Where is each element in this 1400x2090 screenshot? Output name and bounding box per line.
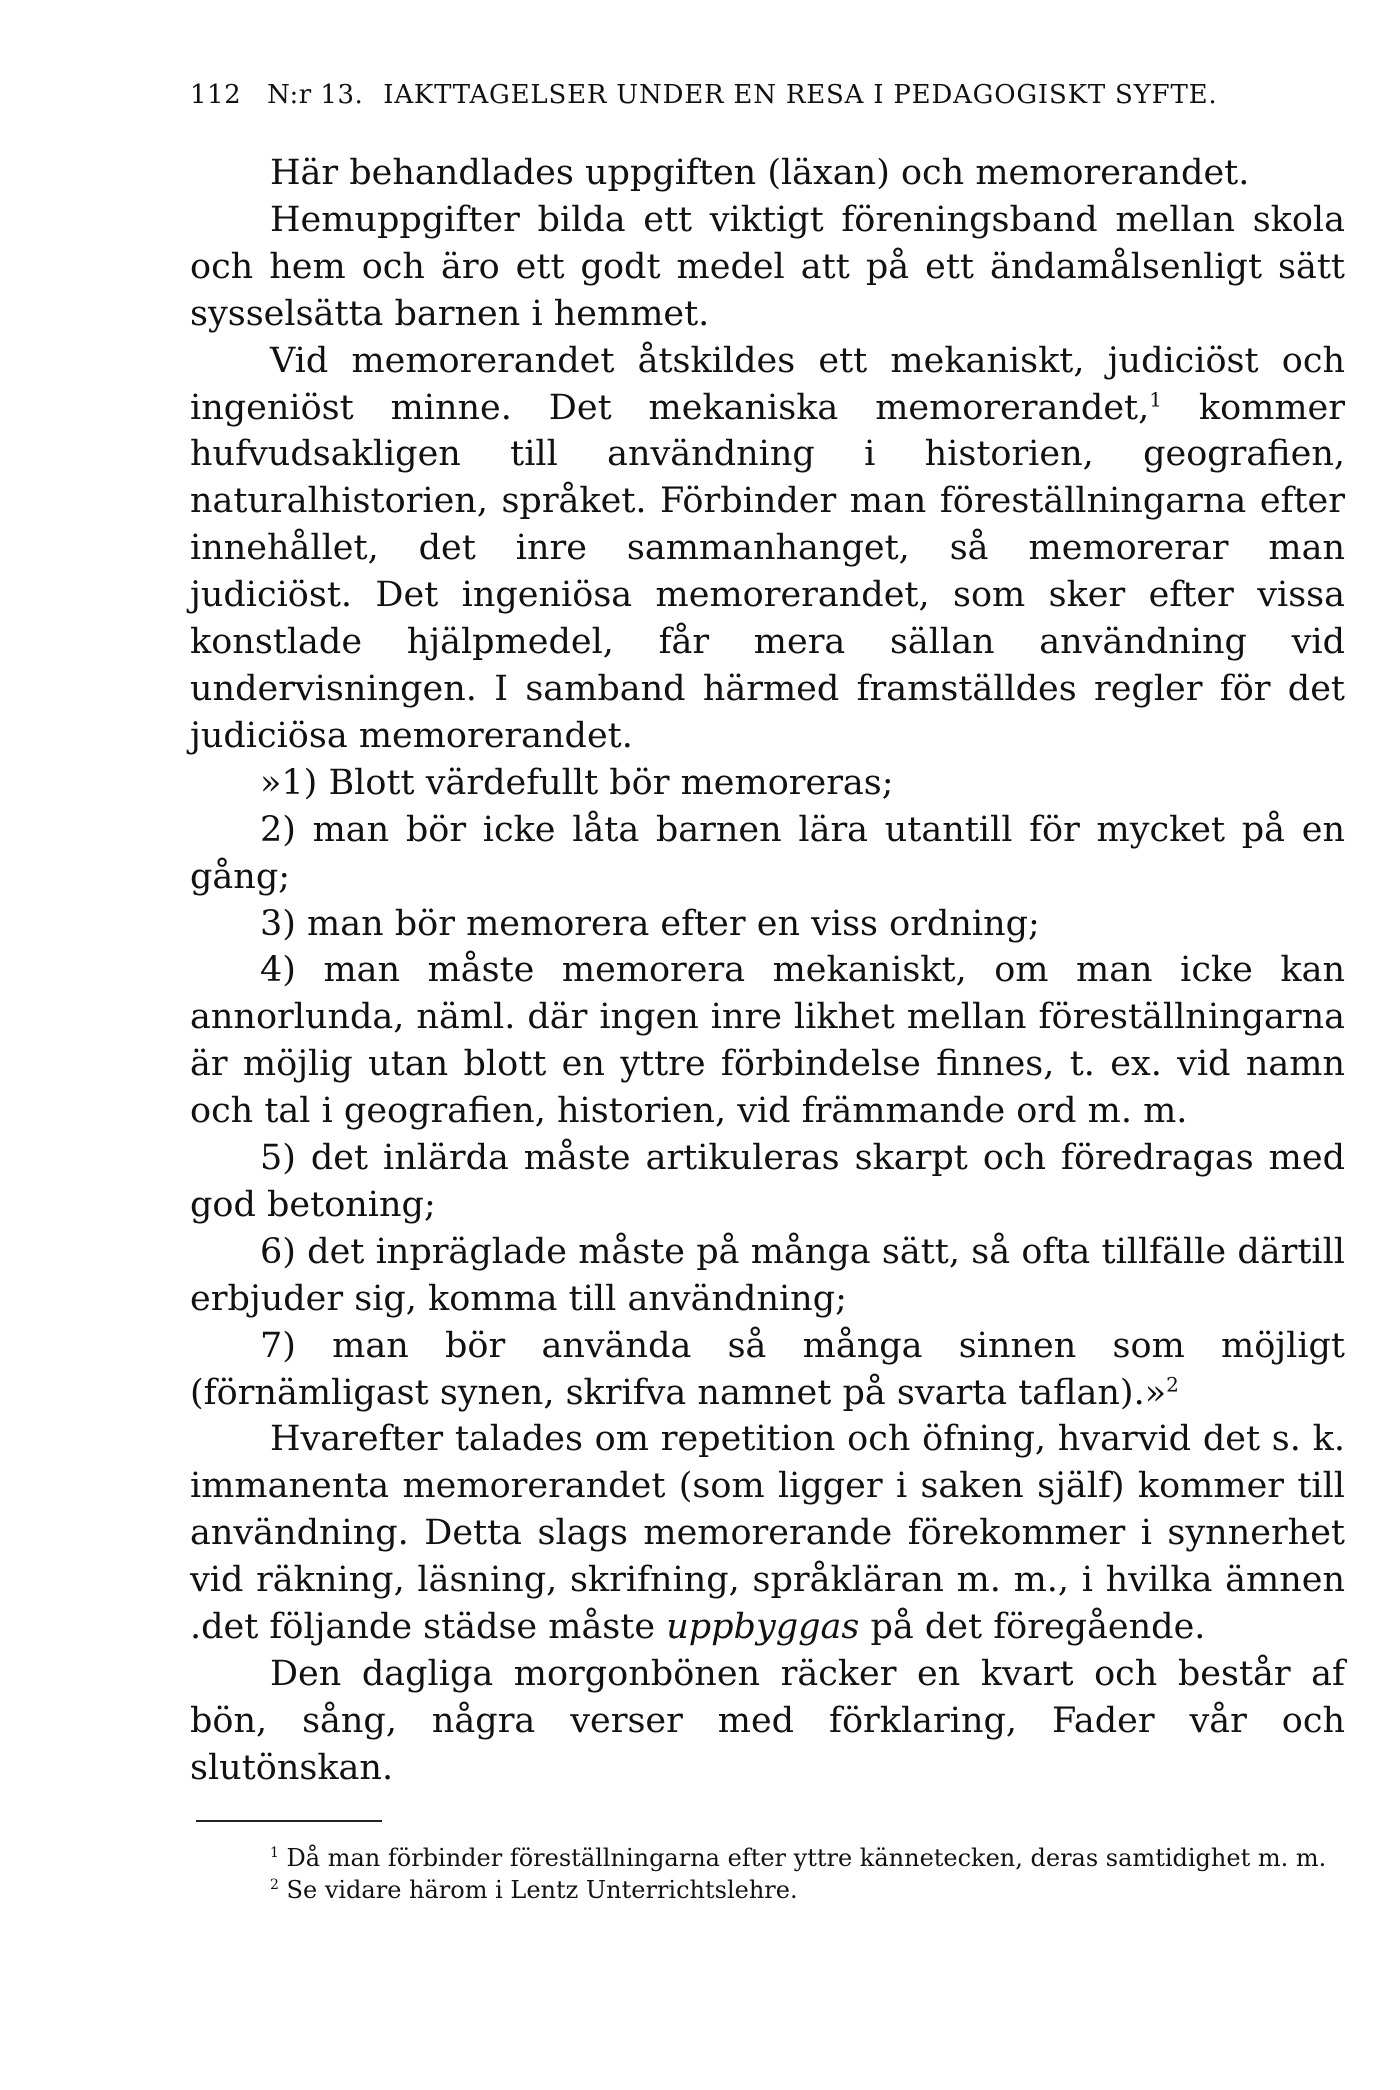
rule-item: [190, 1323, 1345, 1417]
paragraph-text: Hvarefter talades om repetition och öfning, hvarvid det s. k. immanenta memorerandet (som ligger i saken själf) kommer till användning. Detta slags memorerande förekommer i synnerhet vid räkning, läsning, skrifning, språkläran m. m., i hvilka ämnen .det följande städse måste: [190, 1419, 1345, 1648]
paragraph: [190, 1416, 1345, 1651]
page-number: 112: [190, 80, 242, 110]
rule-item: 4) man måste memorera mekaniskt, om man icke kan annorlunda, näml. där ingen inre likhet mellan föreställningarna är möjlig utan blott en yttre förbindelse finnes, t. ex. vid namn och tal i geografien, historien, vid främmande ord m. m.: [190, 950, 1345, 1132]
running-title: IAKTTAGELSER UNDER EN RESA I PEDAGOGISKT SYFTE.: [383, 80, 1218, 110]
rule-item: 2) man bör icke låta barnen lära utantill för mycket på en gång;: [190, 809, 1345, 897]
paragraph-text: Vid memorerandet åtskildes ett mekaniskt, judiciöst och ingeniöst minne. Det mekaniska memorerandet,: [190, 340, 1345, 428]
footnote: [190, 1842, 1345, 1874]
rule-item: 3) man bör memorera efter en viss ordning;: [260, 903, 1040, 944]
footnote-divider: [196, 1820, 382, 1822]
footnote-text: Se vidare härom i Lentz Unterrichtslehre.: [278, 1875, 798, 1904]
book-page: [190, 80, 1345, 1906]
emphasized-word: uppbyggas: [666, 1607, 860, 1648]
footnote-text: Då man förbinder föreställningarna efter yttre kännetecken, deras samtidighet m. m.: [278, 1843, 1327, 1872]
paragraph-text: på det föregående.: [859, 1607, 1206, 1648]
footnote-marker: 2: [270, 1876, 279, 1893]
paragraph: Här behandlades uppgiften (läxan) och memorerandet.: [270, 153, 1250, 193]
footnotes: [190, 1842, 1345, 1906]
rule-item: 6) det inpräglade måste på många sätt, så ofta tillfälle därtill erbjuder sig, komma till användning;: [190, 1231, 1345, 1319]
rule-item: 5) det inlärda måste artikuleras skarpt och föredragas med god betoning;: [190, 1138, 1345, 1225]
issue-number: N:r 13.: [267, 80, 364, 110]
footnote-reference: 1: [1149, 386, 1162, 411]
footnote: [190, 1874, 1345, 1906]
paragraph: [190, 338, 1345, 760]
running-head: [190, 80, 1345, 110]
rule-item: »1) Blott värdefullt bör memoreras;: [260, 762, 894, 803]
footnote-reference: 2: [1166, 1371, 1179, 1396]
paragraph: Den dagliga morgonbönen räcker en kvart och består af bön, sång, några verser med förklaring, Fader vår och slutönskan.: [190, 1654, 1345, 1788]
footnote-marker: 1: [270, 1844, 279, 1861]
paragraph: Hemuppgifter bilda ett viktigt föreningsband mellan skola och hem och äro ett godt medel att på ett ändamålsenligt sätt sysselsätta barnen i hemmet.: [190, 199, 1345, 334]
paragraph-text: kommer hufvudsakligen till användning i historien, geografien, naturalhistorien, språket. Förbinder man föreställningarna efter innehållet, det inre sammanhanget, så memorerar man judiciöst. Det ingeniösa memorerandet, som sker efter vissa konstlade hjälpmedel, får mera sällan användning vid undervisningen. I samband härmed framställdes regler för det judiciösa memorerandet.: [190, 387, 1345, 756]
main-text: [190, 150, 1345, 1792]
rule-item-text: 7) man bör använda så många sinnen som möjligt (förnämligast synen, skrifva namnet på svarta taflan).»: [190, 1325, 1345, 1413]
